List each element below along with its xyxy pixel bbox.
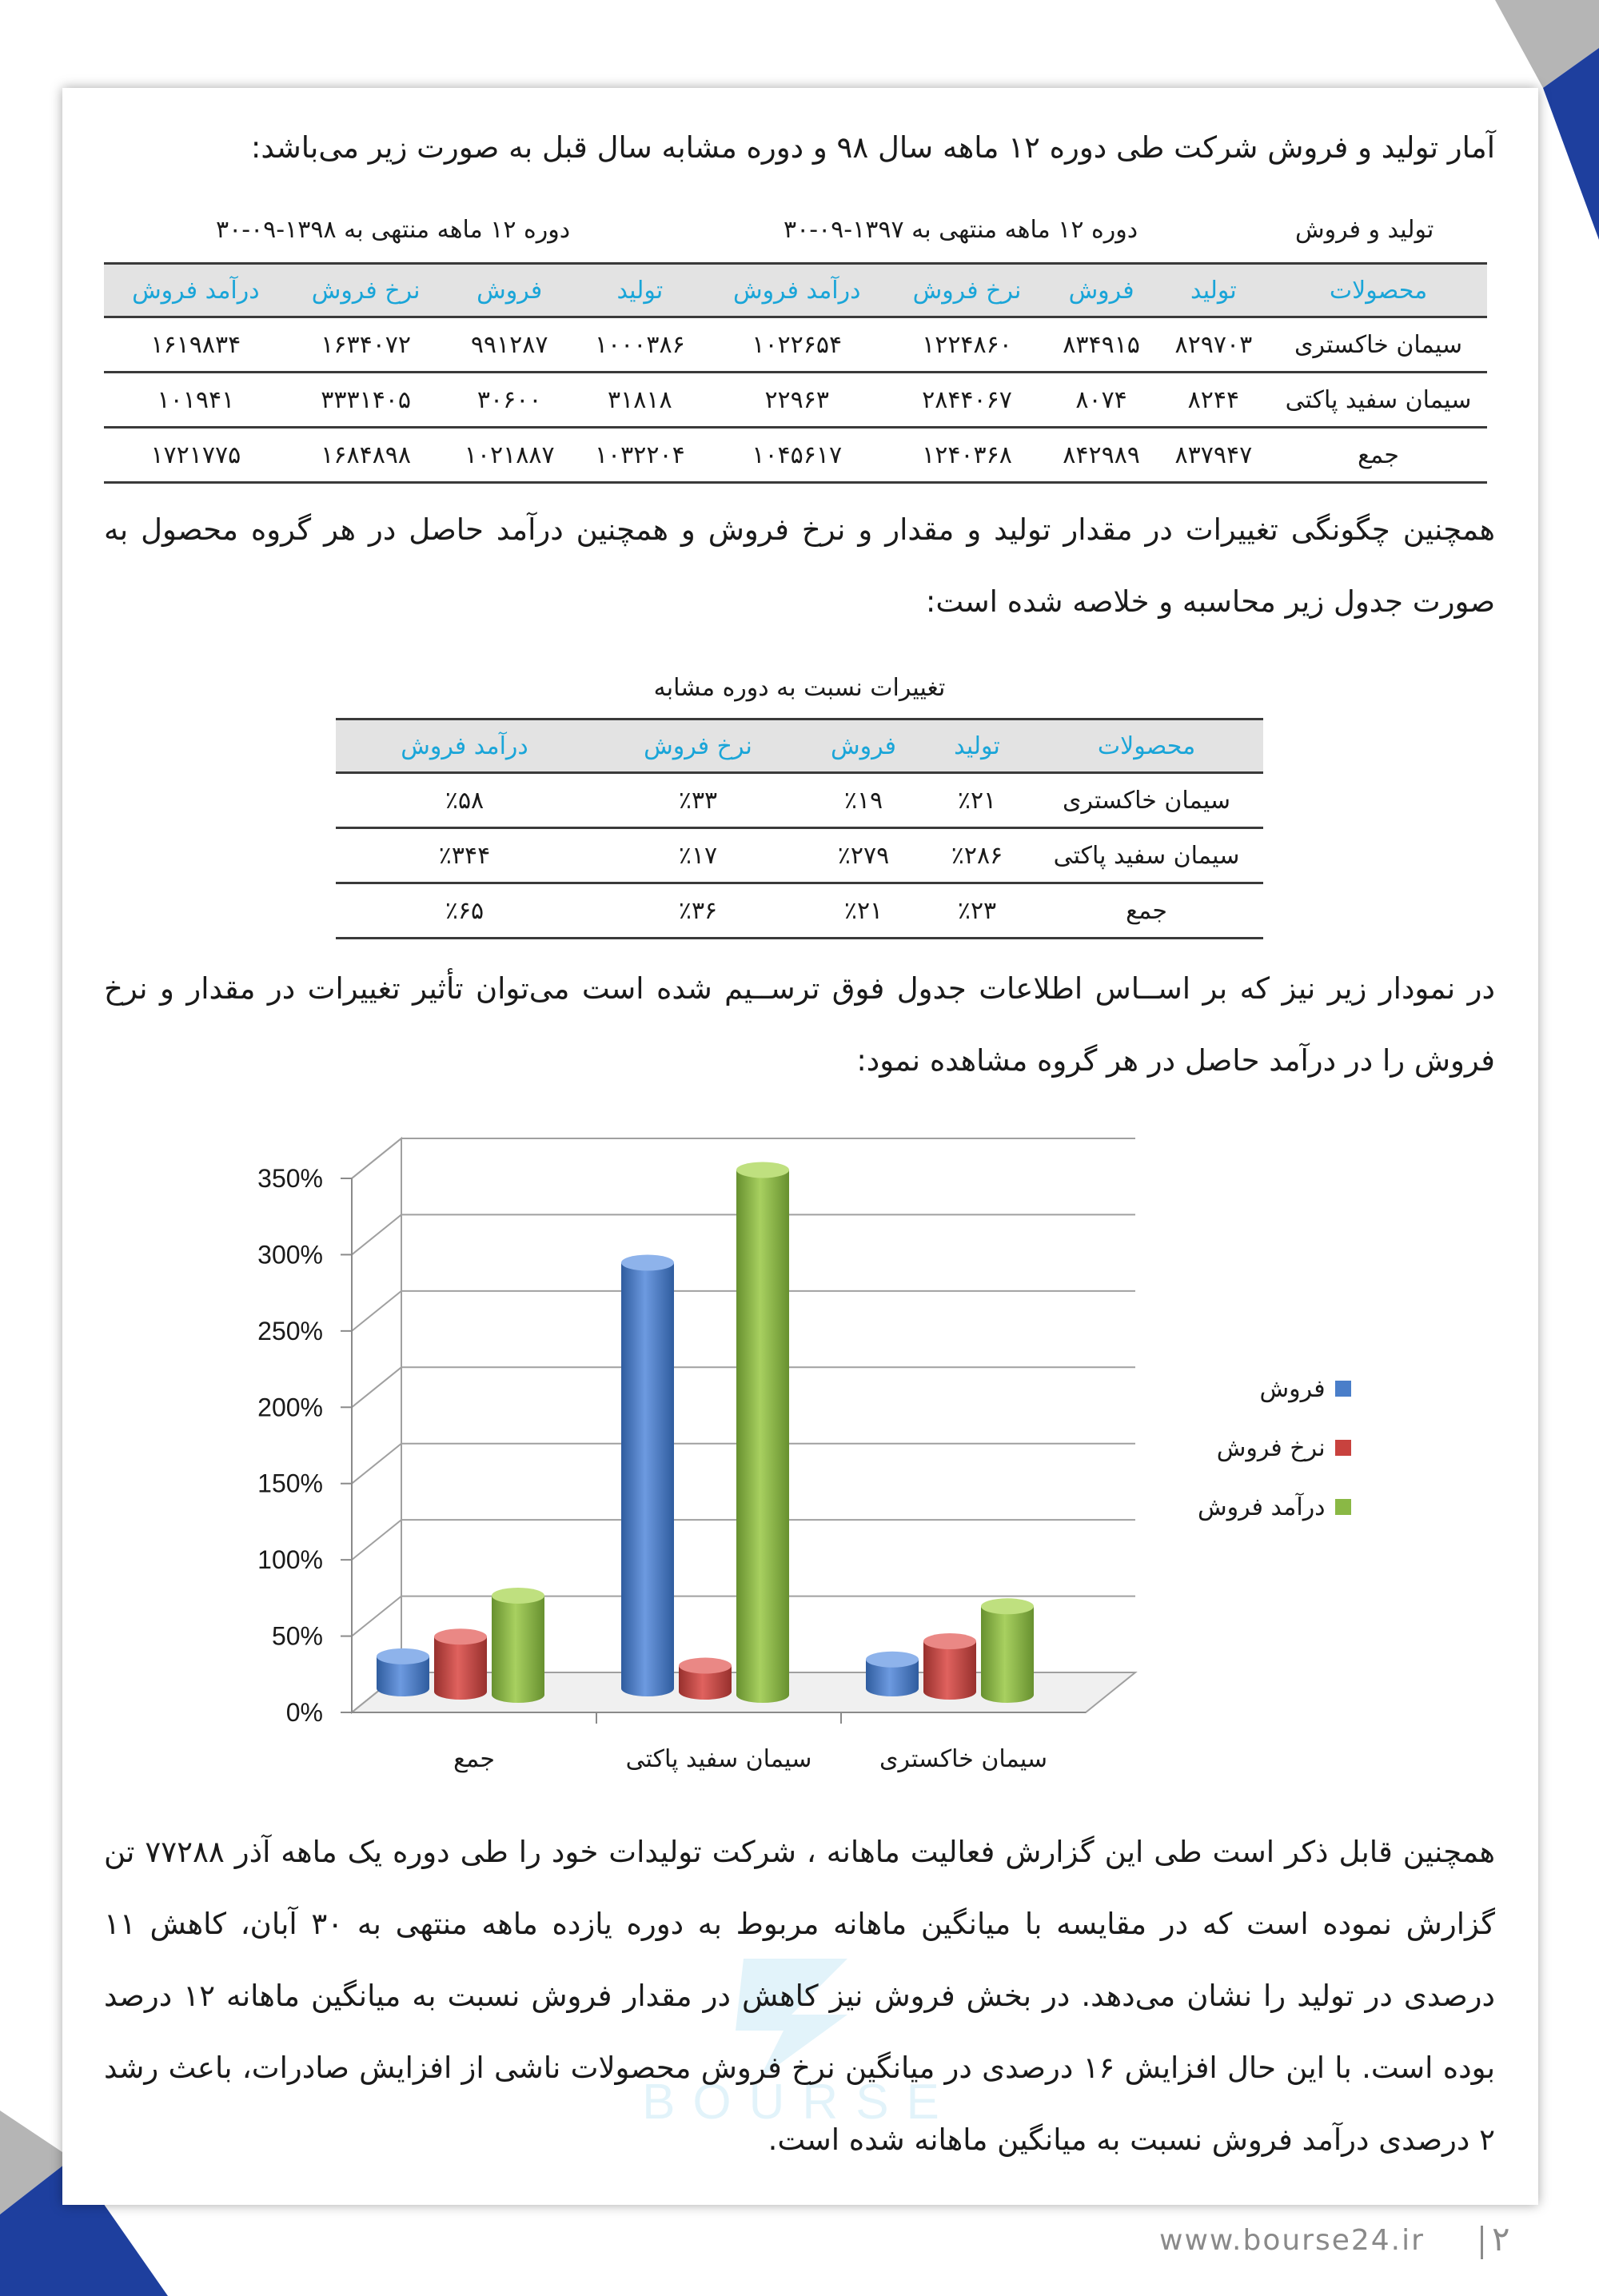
column-header: درآمد فروش <box>705 264 889 317</box>
bar-درآمد فروش <box>492 1588 544 1703</box>
column-header: نرخ فروش <box>889 264 1046 317</box>
table-cell: سیمان خاکستری <box>1270 317 1487 373</box>
table-cell: ۸۴۲۹۸۹ <box>1045 428 1157 483</box>
table-cell: جمع <box>1270 428 1487 483</box>
bar-نرخ فروش <box>679 1658 732 1700</box>
legend-swatch <box>1335 1440 1351 1456</box>
table-cell: سیمان سفید پاکتی <box>1030 828 1263 883</box>
table1-group-label: تولید و فروش <box>1295 216 1434 244</box>
table-cell: ٪۱۹ <box>803 773 924 828</box>
page-number: ۲ <box>1492 2219 1510 2258</box>
legend-item <box>1198 1477 1351 1537</box>
y-tick-label: 50% <box>271 1621 323 1651</box>
bar-نرخ فروش <box>434 1628 487 1700</box>
table-cell: ۹۹۱۲۸۷ <box>445 317 575 373</box>
table2-title: تغییرات نسبت به دوره مشابه <box>653 674 946 702</box>
y-tick-label: 150% <box>257 1469 323 1498</box>
table-cell: ۸۰۷۴ <box>1045 373 1157 428</box>
bar-top <box>736 1162 789 1178</box>
column-header: نرخ فروش <box>288 264 445 317</box>
y-tick-label: 100% <box>257 1545 323 1575</box>
table-cell: ٪۵۸ <box>336 773 593 828</box>
column-header: تولید <box>924 719 1030 773</box>
table-cell: ٪۲۱ <box>924 773 1030 828</box>
footer-divider <box>1481 2226 1483 2259</box>
table-cell: ۸۲۹۷۰۳ <box>1158 317 1270 373</box>
y-tick-label: 350% <box>257 1164 323 1193</box>
table-cell: ۸۲۴۴ <box>1158 373 1270 428</box>
bar-top <box>492 1588 544 1604</box>
column-header: فروش <box>445 264 575 317</box>
table-cell: ٪۲۱ <box>803 883 924 939</box>
column-header: محصولات <box>1030 719 1263 773</box>
x-category-label: جمع <box>453 1745 495 1773</box>
y-tick-label: 250% <box>257 1316 323 1345</box>
bar-top <box>621 1255 674 1271</box>
legend-label: نرخ فروش <box>1216 1433 1326 1462</box>
table-cell: ۱۶۱۹۸۳۴ <box>104 317 288 373</box>
legend-label: درآمد فروش <box>1198 1493 1326 1521</box>
bar-درآمد فروش <box>981 1598 1034 1703</box>
table-cell: ۱۰۲۲۶۵۴ <box>705 317 889 373</box>
column-header: درآمد فروش <box>104 264 288 317</box>
table-cell: ۱۶۳۴۰۷۲ <box>288 317 445 373</box>
table-cell: ۱۰۴۵۶۱۷ <box>705 428 889 483</box>
column-header: تولید <box>1158 264 1270 317</box>
legend-swatch <box>1335 1381 1351 1397</box>
bar-فروش <box>377 1648 429 1696</box>
legend-swatch <box>1335 1499 1351 1515</box>
bar-body <box>923 1641 976 1700</box>
bar-top <box>434 1628 487 1644</box>
bar-نرخ فروش <box>923 1633 976 1700</box>
intro-text: آمار تولید و فروش شرکت طی دوره ۱۲ ماهه سال ۹۸ و دوره مشابه سال قبل به صورت زیر می‌باشد: <box>250 130 1495 165</box>
watermark-text: BOURSE <box>642 2075 957 2127</box>
bar-top <box>377 1648 429 1664</box>
chart-intro-text: در نمودار زیر نیز که بر اســاس اطلاعات جدول فوق ترســیم شده است می‌توان تأثیر تغییرات در مقدار و نرخ فروش را در درآمد حاصل در هر گروه مشاهده نمود: <box>104 971 1495 1078</box>
bar-body <box>736 1170 789 1703</box>
bar-top <box>679 1658 732 1674</box>
legend-item <box>1198 1418 1351 1477</box>
column-header: تولید <box>575 264 705 317</box>
bar-فروش <box>866 1652 919 1696</box>
table-cell: سیمان سفید پاکتی <box>1270 373 1487 428</box>
table-cell: ۱۰۲۱۸۸۷ <box>445 428 575 483</box>
chart-side-wall <box>352 1138 401 1712</box>
table-cell: ٪۲۳ <box>924 883 1030 939</box>
table-cell: ٪۲۸۶ <box>924 828 1030 883</box>
monthly-report-text: همچنین قابل ذکر است طی این گزارش فعالیت ماهانه ، شرکت تولیدات خود را طی دوره یک ماهه آذر ۷۷۲۸۸ تن گزارش نموده است که در مقایسه با میانگین ماهانه مربوط به دوره یازده ماهه منتهی به ۳۰ آبان، کاهش ۱۱ درصدی در تولید را نشان می‌دهد. در بخش فروش نیز کاهش در مقدار فروش نسبت به میانگین ماهانه ۱۲ درصد بوده است. با این حال افزایش ۱۶ درصدی در میانگین نرخ فروش محصولات ناشی از افزایش صادرات، باعث رشد ۲ درصدی درآمد فروش نسبت به میانگین ماهانه شده است. <box>104 1835 1495 2157</box>
table-cell: ۸۳۷۹۴۷ <box>1158 428 1270 483</box>
table-cell: سیمان خاکستری <box>1030 773 1263 828</box>
table1-period1-label: دوره ۱۲ ماهه منتهی به ۱۳۹۷-۰۹-۳۰ <box>784 216 1138 244</box>
table-cell: ۲۲۹۶۳ <box>705 373 889 428</box>
legend-label: فروش <box>1259 1374 1326 1403</box>
column-header: فروش <box>803 719 924 773</box>
table-cell: ۱۰۳۲۲۰۴ <box>575 428 705 483</box>
bar-body <box>621 1263 674 1696</box>
table-cell: ۳۰۶۰۰ <box>445 373 575 428</box>
y-tick-label: 0% <box>285 1698 323 1727</box>
bar-top <box>981 1598 1034 1614</box>
column-header: فروش <box>1045 264 1157 317</box>
changes-description-text: همچنین چگونگی تغییرات در مقدار تولید و مقدار و نرخ فروش و همچنین درآمد حاصل در هر گروه محصول به صورت جدول زیر محاسبه و خلاصه شده است: <box>104 512 1495 619</box>
table-cell: جمع <box>1030 883 1263 939</box>
table-cell: ٪۳۳ <box>593 773 803 828</box>
table-cell: ۱۲۲۴۸۶۰ <box>889 317 1046 373</box>
table-cell: ٪۲۷۹ <box>803 828 924 883</box>
table-cell: ۲۸۴۴۰۶۷ <box>889 373 1046 428</box>
table1-period2-label: دوره ۱۲ ماهه منتهی به ۱۳۹۸-۰۹-۳۰ <box>216 216 571 244</box>
table-cell: ۱۷۲۱۷۷۵ <box>104 428 288 483</box>
footer-url[interactable]: www.bourse24.ir <box>1159 2224 1425 2257</box>
table-cell: ۱۲۴۰۳۶۸ <box>889 428 1046 483</box>
column-header: محصولات <box>1270 264 1487 317</box>
bar-top <box>866 1652 919 1668</box>
table-cell: ٪۳۶ <box>593 883 803 939</box>
table-cell: ۱۰۱۹۴۱ <box>104 373 288 428</box>
y-tick-label: 200% <box>257 1393 323 1422</box>
bar-body <box>981 1606 1034 1703</box>
x-category-label: سیمان خاکستری <box>879 1745 1048 1773</box>
bar-body <box>434 1636 487 1700</box>
table-cell: ۸۳۴۹۱۵ <box>1045 317 1157 373</box>
table-cell: ۱۶۸۴۸۹۸ <box>288 428 445 483</box>
y-tick-label: 300% <box>257 1240 323 1270</box>
column-header: درآمد فروش <box>336 719 593 773</box>
table-cell: ۳۳۳۱۴۰۵ <box>288 373 445 428</box>
table-cell: ٪۳۴۴ <box>336 828 593 883</box>
table-cell: ٪۶۵ <box>336 883 593 939</box>
legend-item <box>1198 1359 1351 1418</box>
table-cell: ٪۱۷ <box>593 828 803 883</box>
x-category-label: سیمان سفید پاکتی <box>625 1745 812 1773</box>
bar-body <box>492 1596 544 1703</box>
table-cell: ۳۱۸۱۸ <box>575 373 705 428</box>
bar-top <box>923 1633 976 1649</box>
table-cell: ۱۰۰۰۳۸۶ <box>575 317 705 373</box>
bar-فروش <box>621 1255 674 1696</box>
chart-legend <box>1198 1359 1351 1537</box>
bar-درآمد فروش <box>736 1162 789 1703</box>
column-header: نرخ فروش <box>593 719 803 773</box>
